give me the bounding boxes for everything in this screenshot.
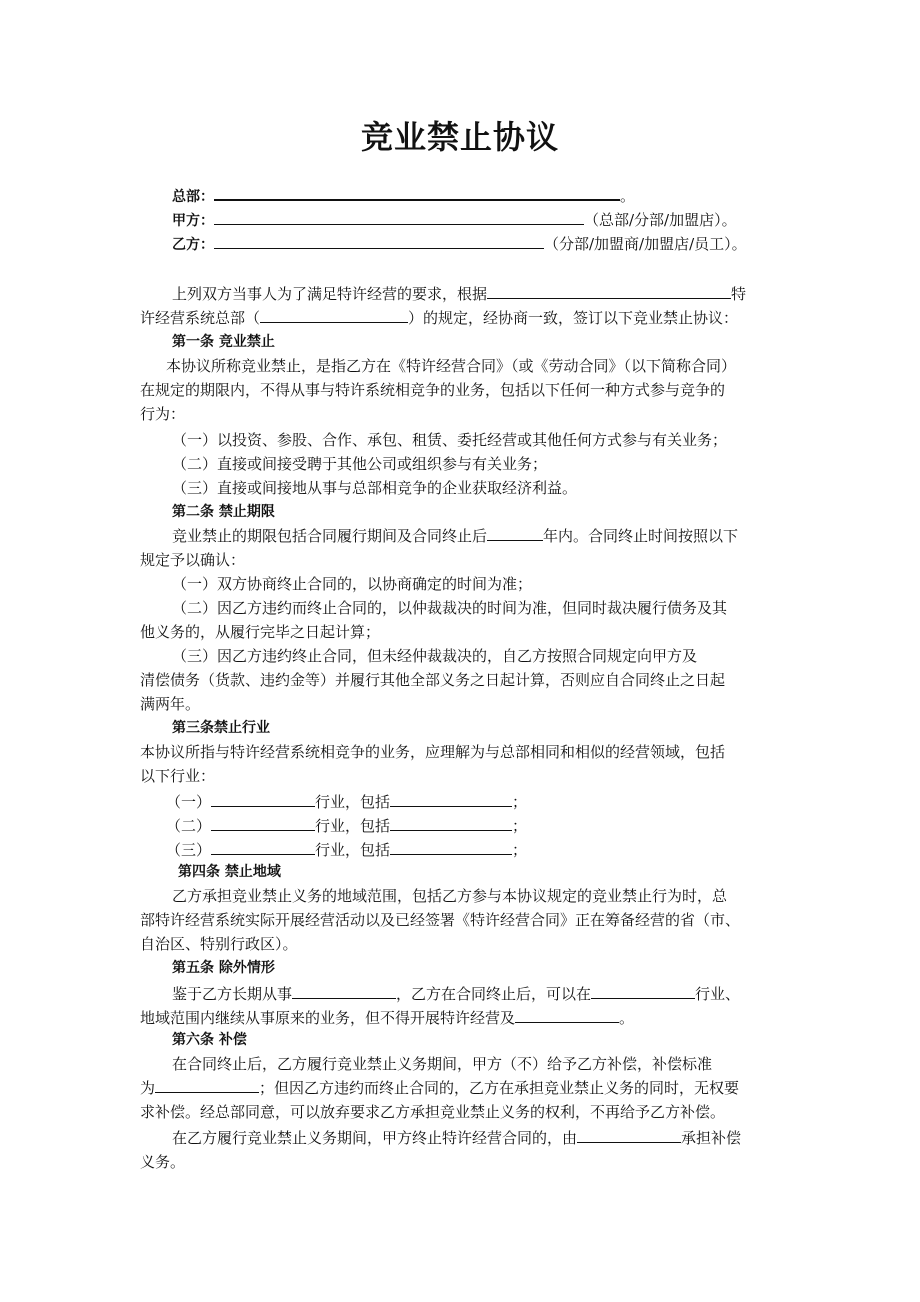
article-5-text: 地域范围内继续从事原来的业务，但不得开展特许经营及 <box>140 1009 516 1027</box>
industry-mid: 行业，包括 <box>315 841 391 859</box>
article-2-heading: 第二条 禁止期限 <box>172 504 275 520</box>
article-6-para <box>140 1076 739 1100</box>
industry-mid: 行业，包括 <box>315 817 391 835</box>
preamble-line-1 <box>172 282 746 306</box>
article-5-para <box>140 1006 634 1030</box>
document-title: 竞业禁止协议 <box>360 118 559 156</box>
article-1-item: （三）直接或间接地从事与总部相竞争的企业获取经济利益。 <box>172 479 578 497</box>
article-6-text: 承担补偿 <box>681 1129 742 1147</box>
party-b-line <box>172 232 747 257</box>
article-6-text: 在乙方履行竞业禁止义务期间，甲方终止特许经营合同的，由 <box>172 1129 578 1147</box>
industry-scope-blank[interactable] <box>390 790 512 807</box>
article-1-para: 在规定的期限内，不得从事与特许系统相竞争的业务，包括以下任何一种方式参与竞争的 <box>140 381 726 399</box>
article-5-para <box>172 982 740 1006</box>
term-years-blank[interactable] <box>487 524 543 541</box>
article-2-item: 满两年。 <box>140 695 201 713</box>
article-1-para: 本协议所称竞业禁止，是指乙方在《特许经营合同》（或《劳动合同》（以下简称合同） <box>166 357 737 375</box>
article-5-text: 。 <box>619 1009 635 1027</box>
industry-end: ； <box>512 841 528 859</box>
article-4-para: 自治区、特别行政区）。 <box>140 935 298 953</box>
long-term-business-blank[interactable] <box>292 982 396 999</box>
article-1-para: 行为： <box>140 405 186 423</box>
party-a-suffix: （总部/分部/加盟店）。 <box>584 211 737 229</box>
industry-name-blank[interactable] <box>211 790 315 807</box>
party-a-label: 甲方： <box>172 213 214 229</box>
party-hq-line <box>172 183 635 209</box>
article-4-heading: 第四条 禁止地域 <box>178 864 281 880</box>
article-4-para: 部特许经营系统实际开展经营活动以及已经签署《特许经营合同》正在筹备经营的省（市、 <box>140 911 741 929</box>
article-2-para <box>172 524 738 548</box>
article-5-text: 行业、 <box>695 985 741 1003</box>
allowed-industry-blank[interactable] <box>591 982 695 999</box>
industry-mid: 行业，包括 <box>315 793 391 811</box>
party-b-label: 乙方： <box>172 237 214 253</box>
article-6-para: 求补偿。经总部同意，可以放弃要求乙方承担竞业禁止义务的权利，不再给予乙方补偿。 <box>140 1103 726 1121</box>
prohibited-activity-blank[interactable] <box>515 1006 619 1023</box>
article-2-item: （三）因乙方违约终止合同，但未经仲裁裁决的，自乙方按照合同规定向甲方及 <box>172 647 698 665</box>
industry-end: ； <box>512 817 528 835</box>
industry-scope-blank[interactable] <box>390 838 512 855</box>
preamble-hq-blank[interactable] <box>260 306 408 323</box>
article-6-text: ；但因乙方违约而终止合同的，乙方在承担竞业禁止义务的同时，无权要 <box>259 1079 740 1097</box>
article-6-text: 为 <box>140 1079 156 1097</box>
article-2-item: 他义务的，从履行完毕之日起计算； <box>140 623 381 641</box>
article-3-heading: 第三条禁止行业 <box>172 720 270 736</box>
article-3-para: 本协议所指与特许经营系统相竞争的业务，应理解为与总部相同和相似的经营领域，包括 <box>140 743 726 761</box>
industry-scope-blank[interactable] <box>390 814 512 831</box>
article-1-heading: 第一条 竞业禁止 <box>172 334 275 350</box>
article-6-para: 义务。 <box>140 1153 186 1171</box>
compensation-party-blank[interactable] <box>577 1126 681 1143</box>
preamble-text: 上列双方当事人为了满足特许经营的要求，根据 <box>172 285 488 303</box>
party-a-line <box>172 208 737 233</box>
preamble-text-end: ）的规定，经协商一致，签订以下竞业禁止协议： <box>408 309 739 327</box>
article-2-text-end: 年内。合同终止时间按照以下 <box>543 527 739 545</box>
article-2-text: 竞业禁止的期限包括合同履行期间及合同终止后 <box>172 527 488 545</box>
industry-item <box>166 838 527 862</box>
compensation-standard-blank[interactable] <box>155 1076 259 1093</box>
industry-name-blank[interactable] <box>211 838 315 855</box>
article-4-para: 乙方承担竞业禁止义务的地域范围，包括乙方参与本协议规定的竞业禁止行为时，总 <box>172 887 728 905</box>
preamble-text-end: 特 <box>731 285 747 303</box>
article-6-para <box>172 1126 741 1150</box>
preamble-line-2 <box>140 306 738 330</box>
article-5-text: ，乙方在合同终止后，可以在 <box>396 985 592 1003</box>
article-6-para: 在合同终止后，乙方履行竞业禁止义务期间，甲方（不）给予乙方补偿，补偿标准 <box>172 1055 713 1073</box>
industry-num: （一） <box>166 793 212 811</box>
industry-num: （三） <box>166 841 212 859</box>
article-1-item: （二）直接或间接受聘于其他公司或组织参与有关业务； <box>172 455 548 473</box>
industry-item <box>166 814 527 838</box>
article-6-heading: 第六条 补偿 <box>172 1032 247 1048</box>
party-hq-suffix: 。 <box>620 187 636 205</box>
industry-name-blank[interactable] <box>211 814 315 831</box>
article-2-item: （二）因乙方违约而终止合同的，以仲裁裁决的时间为准，但同时裁决履行债务及其 <box>172 599 728 617</box>
party-b-blank[interactable] <box>214 232 544 249</box>
article-3-para: 以下行业： <box>140 767 216 785</box>
industry-end: ； <box>512 793 528 811</box>
article-5-heading: 第五条 除外情形 <box>172 960 275 976</box>
article-5-text: 鉴于乙方长期从事 <box>172 985 293 1003</box>
party-hq-label: 总部： <box>172 189 214 205</box>
article-2-item: （一）双方协商终止合同的，以协商确定的时间为准； <box>172 575 533 593</box>
party-b-suffix: （分部/加盟商/加盟店/员工）。 <box>544 235 747 253</box>
article-1-item: （一）以投资、参股、合作、承包、租赁、委托经营或其他任何方式参与有关业务； <box>172 431 728 449</box>
preamble-text: 许经营系统总部（ <box>140 309 261 327</box>
preamble-basis-blank[interactable] <box>487 282 731 299</box>
industry-num: （二） <box>166 817 212 835</box>
party-hq-blank[interactable] <box>214 183 620 201</box>
article-2-item: 清偿债务（货款、违约金等）并履行其他全部义务之日起计算，否则应自合同终止之日起 <box>140 671 726 689</box>
party-a-blank[interactable] <box>214 208 584 225</box>
article-2-para: 规定予以确认： <box>140 551 246 569</box>
industry-item <box>166 790 527 814</box>
